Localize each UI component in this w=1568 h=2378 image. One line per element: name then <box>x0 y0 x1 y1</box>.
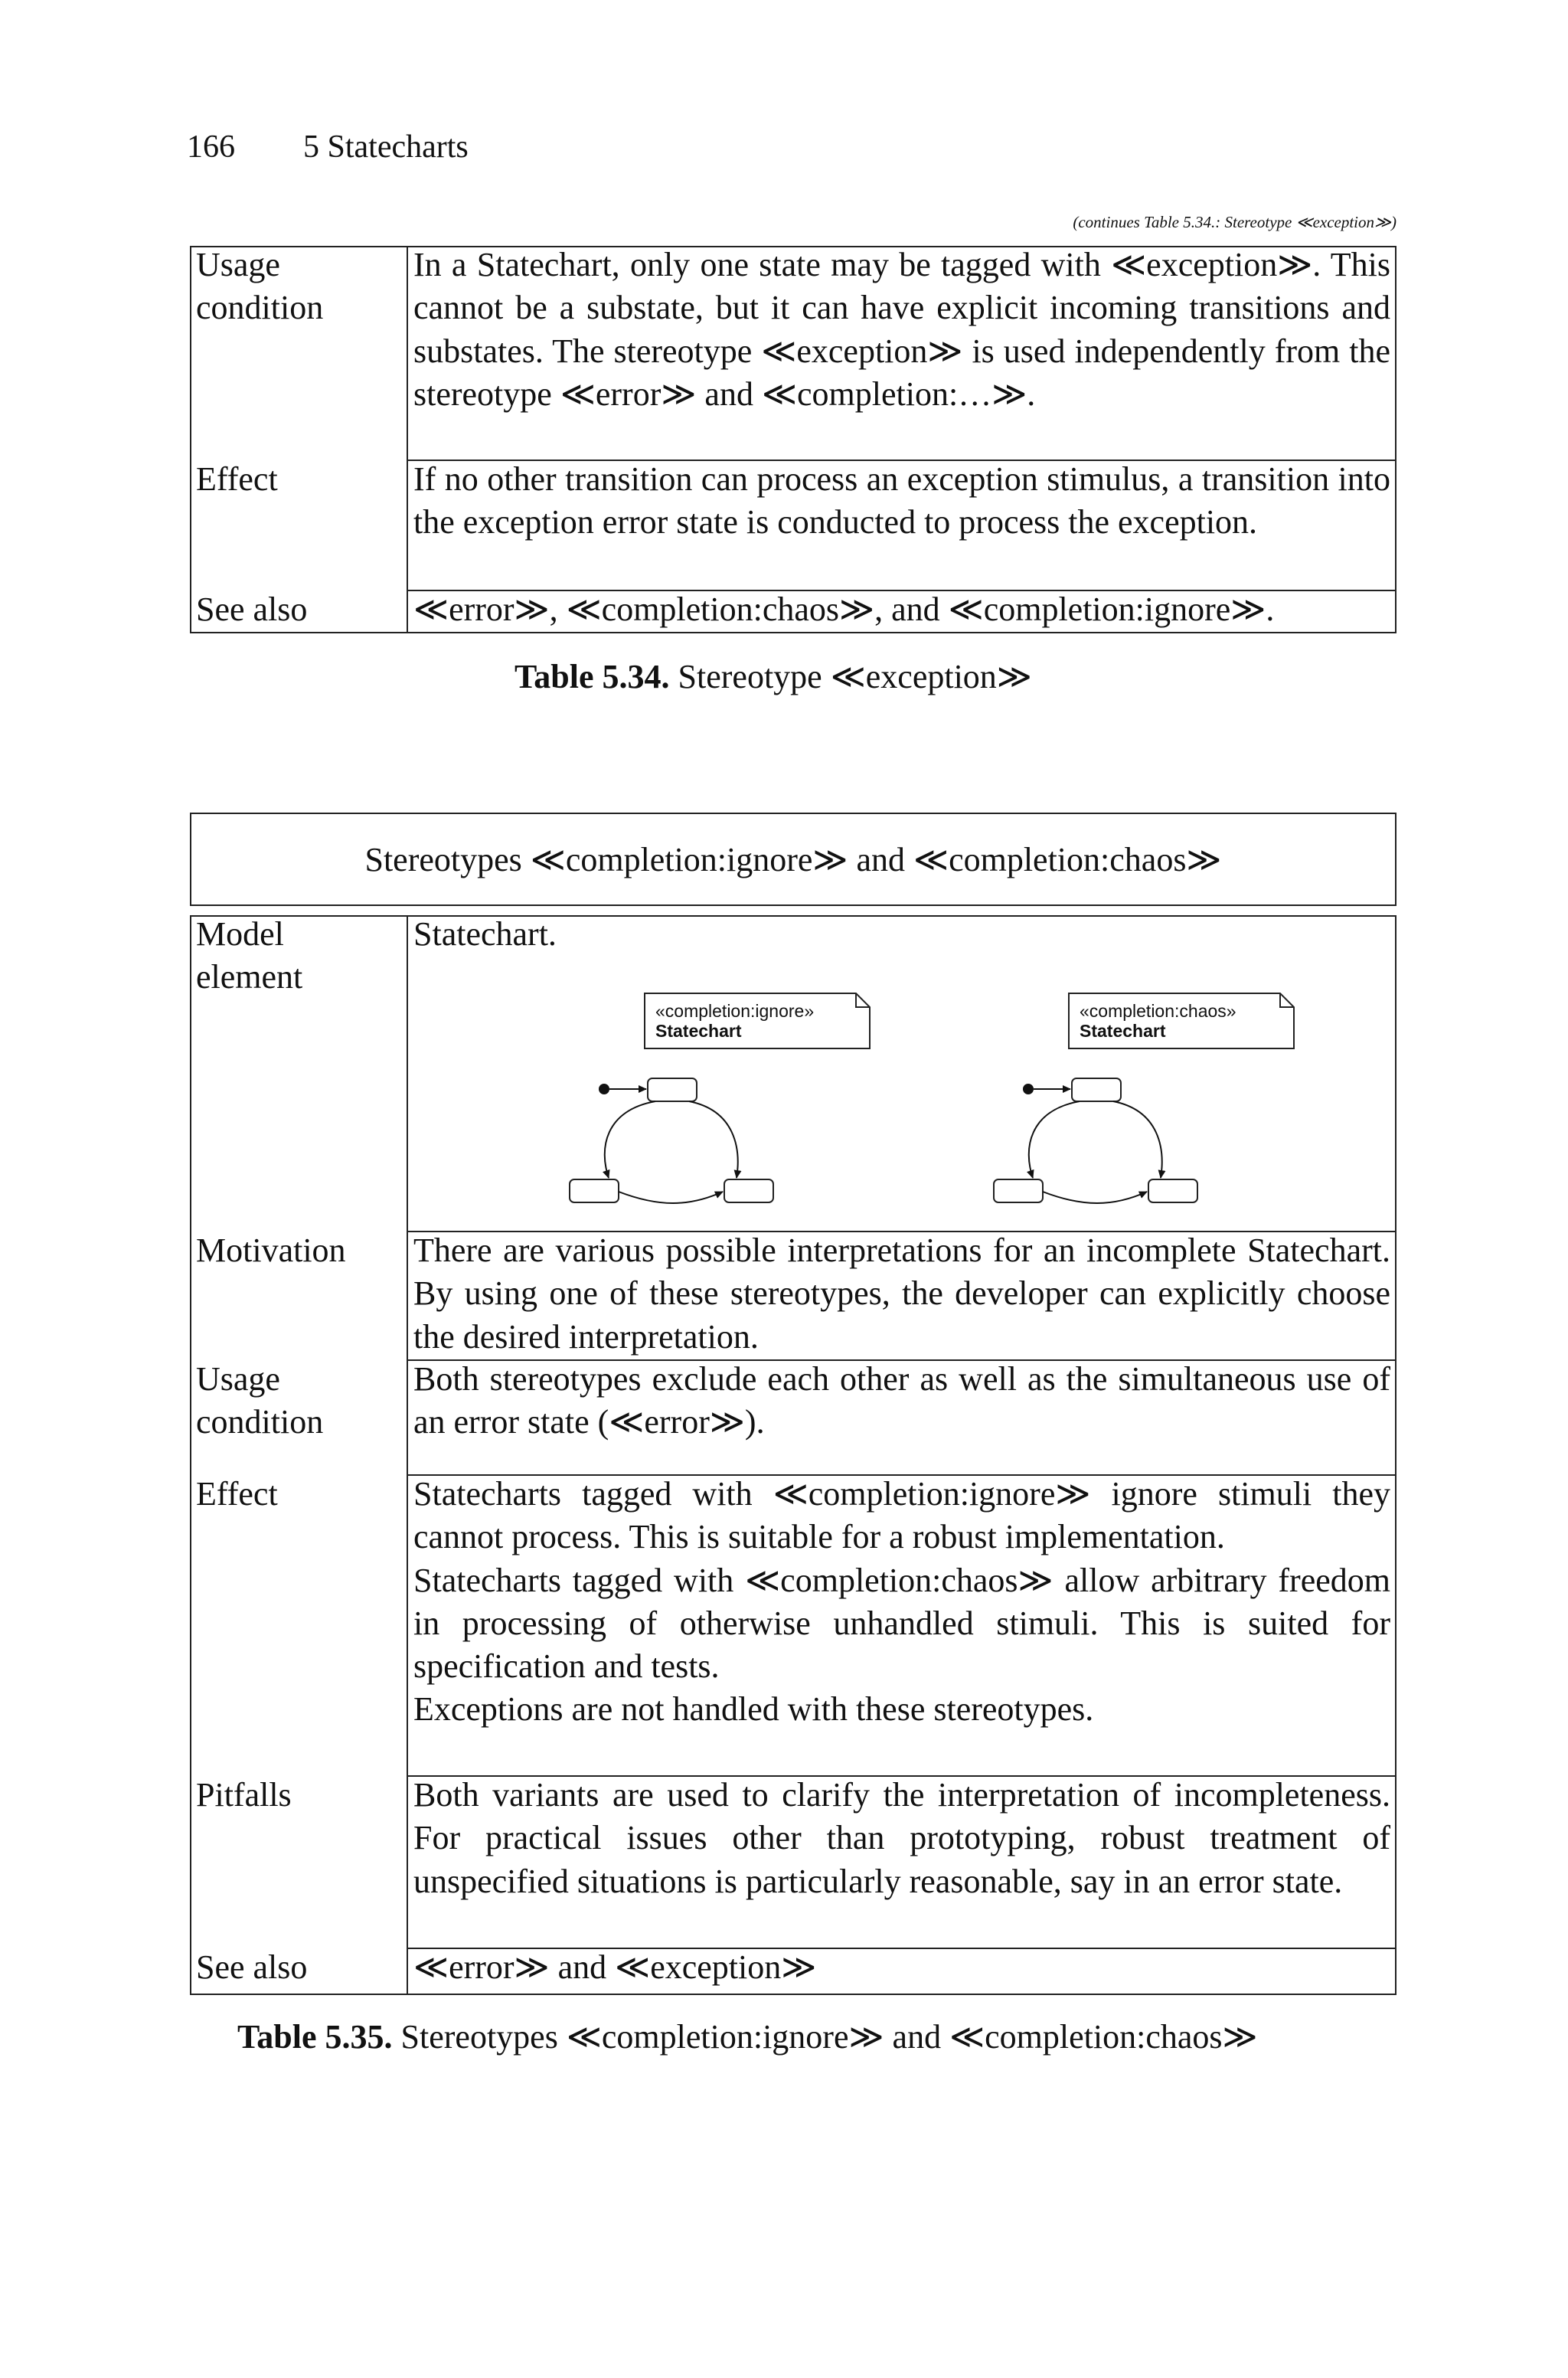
continues-note: (continues Table 5.34.: Stereotype ≪exception≫) <box>1073 213 1396 231</box>
uml-note-right: «completion:chaos» Statechart <box>1080 1001 1236 1041</box>
usage-condition-text-2: Both stereotypes exclude each other as well as the simultaneous use of an error state (≪error≫). <box>413 1360 1390 1441</box>
state-bottom-left-b <box>724 1179 773 1202</box>
row-label-usage-condition-2: Usage condition <box>196 1360 324 1441</box>
effect-text-2 <box>413 1473 1390 1732</box>
motivation-text: There are various possible interpretations for an incomplete Statechart. By using one of these stereotypes, the developer can explicitly choose the desired interpretation. <box>413 1232 1390 1356</box>
row-label-see-also: See also <box>196 590 308 628</box>
transition-right-down-b <box>1113 1101 1162 1178</box>
row-label-effect: Effect <box>196 460 278 498</box>
pitfalls-text: Both variants are used to clarify the interpretation of incompleteness. For practical issues other than prototyping, robust treatment of unspecified situations is particularly reasonable, say in an error state. <box>413 1776 1390 1900</box>
model-element-text: Statechart. <box>413 915 557 953</box>
transition-left-down-a <box>605 1101 655 1178</box>
running-title: 5 Statecharts <box>303 129 469 165</box>
initial-state-right <box>1023 1084 1034 1094</box>
row-label-effect-2: Effect <box>196 1475 278 1513</box>
page-number: 166 <box>187 129 235 165</box>
see-also-text: ≪error≫, ≪completion:chaos≫, and ≪completion:ignore≫. <box>413 590 1275 628</box>
effect-text: If no other transition can process an exception stimulus, a transition into the exception error state is conducted to process the exception. <box>413 460 1390 541</box>
state-top-left <box>648 1078 697 1101</box>
statechart-right <box>994 1078 1197 1203</box>
transition-left-down-b <box>689 1101 738 1178</box>
transition-right-down-a <box>1029 1101 1080 1178</box>
effect-paragraph: Exceptions are not handled with these stereotypes. <box>413 1690 1094 1729</box>
see-also-text-2: ≪error≫ and ≪exception≫ <box>413 1948 817 1986</box>
effect-paragraph: Statecharts tagged with ≪completion:ignore≫ ignore stimuli they cannot process. This is suitable for a robust implementation. <box>413 1475 1390 1556</box>
state-bottom-right-b <box>1148 1179 1197 1202</box>
state-bottom-left-a <box>570 1179 619 1202</box>
table-5-35-header: Stereotypes ≪completion:ignore≫ and ≪completion:chaos≫ <box>190 813 1396 906</box>
initial-state-left <box>599 1084 609 1094</box>
row-label-see-also-2: See also <box>196 1948 308 1986</box>
usage-condition-text: In a Statechart, only one state may be tagged with ≪exception≫. This cannot be a substate, but it can have explicit incoming transitions and substates. The stereotype ≪exception≫ is used independently from the stereotype ≪error≫ and ≪completion:…≫. <box>413 246 1390 413</box>
table-5-35-caption: Table 5.35. Stereotypes ≪completion:ignore≫ and ≪completion:chaos≫ <box>237 2018 1258 2056</box>
row-label-model-element: Model element <box>196 915 303 996</box>
row-label-usage-condition: Usage condition <box>196 246 324 326</box>
state-bottom-right-a <box>994 1179 1043 1202</box>
uml-note-left: «completion:ignore» Statechart <box>655 1001 815 1041</box>
row-label-pitfalls: Pitfalls <box>196 1776 292 1814</box>
statechart-left <box>570 1078 773 1203</box>
table-5-34-caption: Table 5.34. Stereotype ≪exception≫ <box>514 658 1032 695</box>
transition-right-across <box>1043 1192 1147 1203</box>
transition-left-across <box>619 1192 723 1203</box>
state-top-right <box>1072 1078 1121 1101</box>
row-label-motivation: Motivation <box>196 1232 346 1269</box>
effect-paragraph: Statecharts tagged with ≪completion:chaos≫ allow arbitrary freedom in processing of otherwise unhandled stimuli. This is suited for specification and tests. <box>413 1561 1390 1686</box>
note-outline-left <box>645 993 870 1048</box>
note-outline-right <box>1069 993 1294 1048</box>
